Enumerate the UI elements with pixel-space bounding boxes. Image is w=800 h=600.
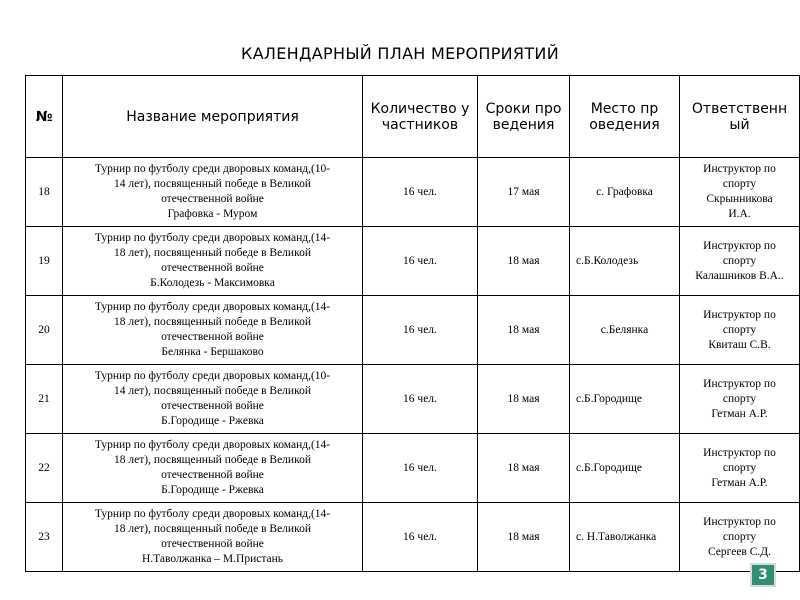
header-dates-text: Сроки проведения [485, 100, 562, 133]
responsible-person [680, 296, 800, 365]
event-name-line: Турнир по футболу среди дворовых команд,(14- [94, 439, 331, 451]
header-count-text: Количество участников [370, 100, 470, 133]
event-name-line: отечественной войне [161, 400, 264, 412]
event-name-line: Белянка - Бершаково [161, 346, 264, 358]
event-name [63, 434, 363, 503]
header-dates [478, 76, 570, 158]
participant-count: 16 чел. [363, 365, 478, 434]
header-place [570, 76, 680, 158]
responsible-person [680, 503, 800, 572]
event-name-line: Турнир по футболу среди дворовых команд,(10- [94, 370, 331, 382]
event-date: 18 мая [478, 365, 570, 434]
event-name-line: Турнир по футболу среди дворовых команд,(14- [94, 301, 331, 313]
event-name [63, 365, 363, 434]
header-place-text: Место проведения [589, 100, 660, 133]
responsible-line: И.А. [728, 208, 751, 220]
participant-count: 16 чел. [363, 296, 478, 365]
header-responsible-text: Ответственный [691, 100, 788, 133]
event-name-line: 18 лет), посвященный победе в Великой [114, 316, 311, 328]
row-num: 22 [26, 434, 63, 503]
responsible-line: Инструктор по [703, 377, 776, 390]
event-name-line: отечественной войне [161, 331, 264, 343]
row-num: 19 [26, 227, 63, 296]
responsible-line: Квиташ С.В. [708, 338, 771, 351]
events-table [25, 75, 800, 572]
header-name: Название мероприятия [63, 76, 363, 158]
event-name-line: Н.Таволжанка – М.Пристань [141, 553, 283, 565]
responsible-line: спорту [722, 178, 757, 190]
participant-count: 16 чел. [363, 434, 478, 503]
event-place: с.Б.Городище [570, 434, 680, 503]
responsible-line: спорту [722, 461, 757, 474]
responsible-line: спорту [722, 392, 757, 405]
event-name-line: Графовка - Муром [167, 208, 258, 220]
row-num: 20 [26, 296, 63, 365]
responsible-line: Инструктор по [703, 308, 776, 321]
page-title: КАЛЕНДАРНЫЙ ПЛАН МЕРОПРИЯТИЙ [241, 44, 559, 63]
event-name-line: 18 лет), посвященный победе в Великой [114, 454, 311, 466]
event-place: с. Н.Таволжанка [570, 503, 680, 572]
table-row [26, 227, 800, 296]
event-name-line: 18 лет), посвященный победе в Великой [114, 247, 311, 259]
event-place: с.Б.Городище [570, 365, 680, 434]
slide-number-badge: 3 [750, 563, 776, 587]
responsible-line: Инструктор по [703, 163, 776, 175]
table-row [26, 434, 800, 503]
responsible-line: спорту [722, 323, 757, 336]
event-name-line: отечественной войне [161, 538, 264, 550]
responsible-line: спорту [722, 254, 757, 267]
event-date: 18 мая [478, 227, 570, 296]
responsible-line: Гетман А.Р. [711, 476, 768, 489]
header-responsible [680, 76, 800, 158]
event-place: с.Б.Колодезь [570, 227, 680, 296]
event-name [63, 296, 363, 365]
event-date: 18 мая [478, 434, 570, 503]
event-name-line: Турнир по футболу среди дворовых команд,(14- [94, 232, 331, 244]
responsible-line: Скрынникова [706, 193, 773, 205]
event-name-line: Турнир по футболу среди дворовых команд,(14- [94, 508, 331, 520]
event-name [63, 503, 363, 572]
event-name [63, 158, 363, 227]
event-name [63, 227, 363, 296]
event-place: с. Графовка [570, 158, 680, 227]
event-name-line: 14 лет), посвященный победе в Великой [114, 385, 311, 397]
responsible-person [680, 158, 800, 227]
event-name-line: 14 лет), посвященный победе в Великой [114, 178, 311, 190]
event-name-line: 18 лет), посвященный победе в Великой [114, 523, 311, 535]
responsible-person [680, 227, 800, 296]
row-num: 18 [26, 158, 63, 227]
event-name-line: Турнир по футболу среди дворовых команд,(10- [94, 163, 331, 175]
responsible-line: Сергеев С.Д. [707, 545, 771, 558]
responsible-line: Инструктор по [703, 515, 776, 528]
event-name-line: Б.Городище - Ржевка [161, 484, 264, 496]
table-row [26, 158, 800, 227]
participant-count: 16 чел. [363, 227, 478, 296]
header-num: № [26, 76, 63, 158]
responsible-line: Гетман А.Р. [711, 407, 768, 420]
header-row [26, 76, 800, 158]
event-date: 18 мая [478, 503, 570, 572]
responsible-line: Инструктор по [703, 239, 776, 252]
event-name-line: Б.Городище - Ржевка [161, 415, 264, 427]
event-name-line: отечественной войне [161, 469, 264, 481]
table-row [26, 365, 800, 434]
responsible-person [680, 365, 800, 434]
table-row [26, 296, 800, 365]
event-place: с.Белянка [570, 296, 680, 365]
event-name-line: Б.Колодезь - Максимовка [150, 277, 275, 289]
responsible-line: спорту [722, 530, 757, 543]
responsible-line: Калашников В.А.. [695, 269, 784, 282]
event-name-line: отечественной войне [161, 193, 264, 205]
row-num: 21 [26, 365, 63, 434]
row-num: 23 [26, 503, 63, 572]
participant-count: 16 чел. [363, 158, 478, 227]
header-count [363, 76, 478, 158]
event-name-line: отечественной войне [161, 262, 264, 274]
event-date: 18 мая [478, 296, 570, 365]
responsible-line: Инструктор по [703, 446, 776, 459]
table-row [26, 503, 800, 572]
participant-count: 16 чел. [363, 503, 478, 572]
event-date: 17 мая [478, 158, 570, 227]
responsible-person [680, 434, 800, 503]
